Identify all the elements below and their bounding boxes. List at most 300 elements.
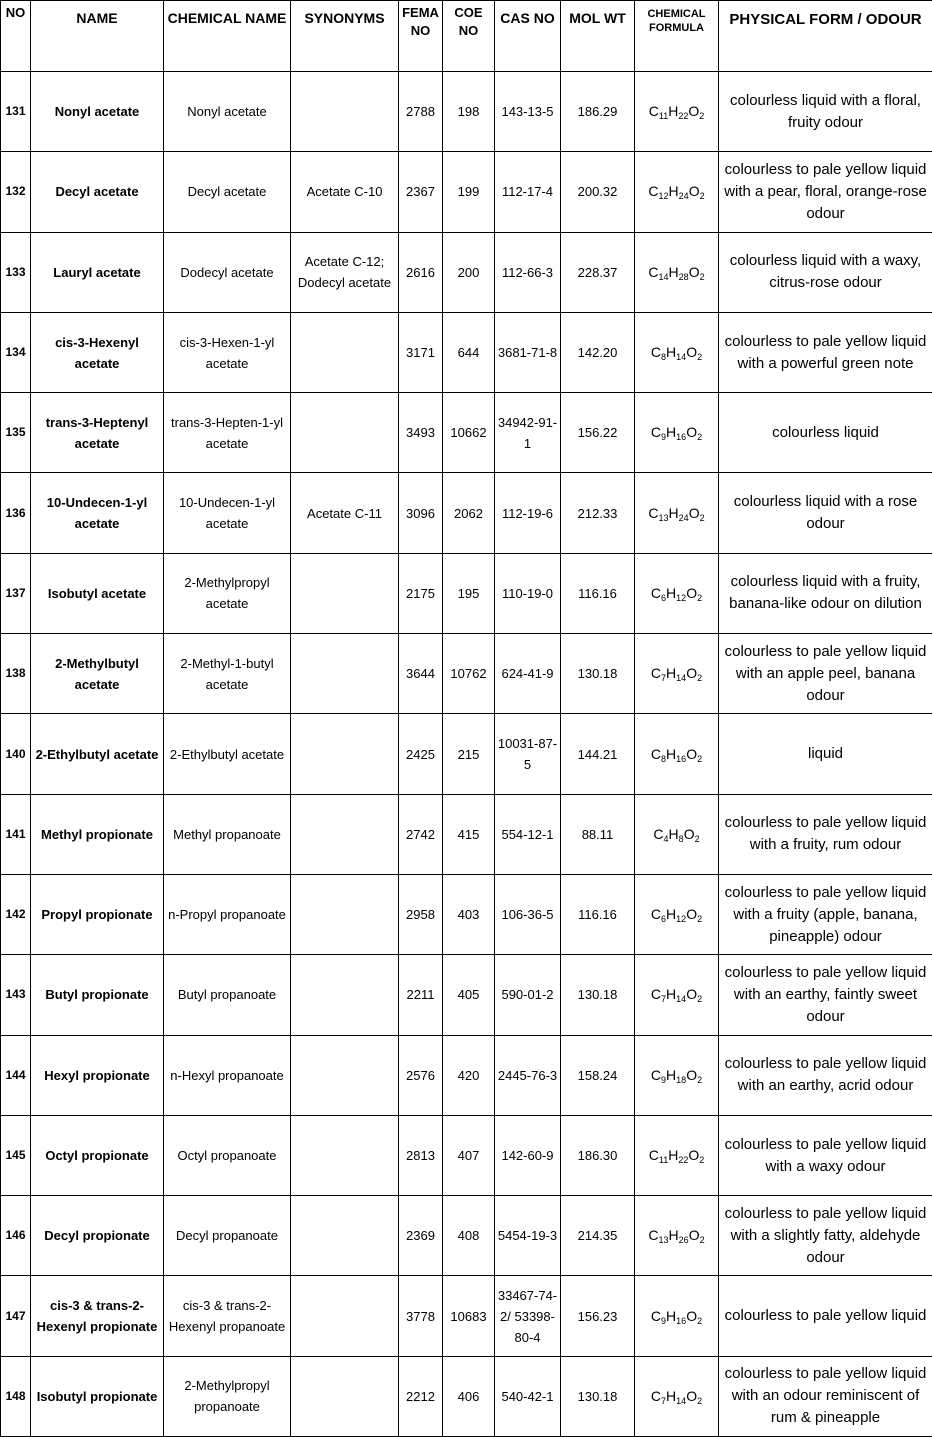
mol-wt-cell: 130.18 [561, 955, 635, 1035]
formula-subscript: 2 [697, 593, 702, 603]
formula-subscript: 11 [659, 1155, 668, 1165]
coe-no-cell: 200 [443, 232, 495, 312]
physical-form-cell: liquid [719, 714, 932, 794]
formula-subscript: 2 [699, 111, 704, 121]
row-number-cell: 136 [1, 473, 31, 553]
formula-element: H [666, 344, 676, 360]
header-synonyms: SYNONYMS [291, 1, 399, 72]
synonyms-cell [291, 1276, 399, 1356]
formula-element: O [689, 1227, 700, 1243]
formula-element: H [666, 665, 676, 681]
header-row [1, 1, 932, 72]
chemical-formula-cell [635, 1035, 719, 1115]
formula-subscript: 14 [676, 994, 686, 1004]
formula-subscript: 12 [659, 191, 669, 201]
mol-wt-cell: 200.32 [561, 152, 635, 232]
cas-no-cell: 2445-76-3 [495, 1035, 561, 1115]
mol-wt-cell: 156.22 [561, 393, 635, 473]
name-cell: Nonyl acetate [31, 72, 164, 152]
formula-subscript: 24 [679, 191, 689, 201]
formula-subscript: 2 [697, 352, 702, 362]
row-number-cell: 133 [1, 232, 31, 312]
formula-element: O [686, 665, 697, 681]
table-row [1, 393, 932, 473]
synonyms-cell [291, 634, 399, 714]
mol-wt-cell: 88.11 [561, 794, 635, 874]
formula-element: H [666, 424, 676, 440]
coe-no-cell: 405 [443, 955, 495, 1035]
row-number-cell: 131 [1, 72, 31, 152]
physical-form-cell: colourless to pale yellow liquid with a waxy odour [719, 1115, 932, 1195]
formula-subscript: 9 [661, 1316, 666, 1326]
table-row [1, 714, 932, 794]
chemical-formula-cell [635, 1356, 719, 1436]
formula-subscript: 2 [697, 1075, 702, 1085]
coe-no-cell: 10683 [443, 1276, 495, 1356]
formula-element: C [651, 665, 661, 681]
formula-subscript: 24 [679, 513, 689, 523]
chemical-formula-cell [635, 714, 719, 794]
name-cell: 2-Ethylbutyl acetate [31, 714, 164, 794]
mol-wt-cell: 214.35 [561, 1196, 635, 1276]
formula-subscript: 14 [659, 272, 669, 282]
formula-subscript: 16 [676, 432, 686, 442]
physical-form-cell: colourless liquid [719, 393, 932, 473]
synonyms-cell [291, 955, 399, 1035]
cas-no-cell: 3681-71-8 [495, 312, 561, 392]
name-cell: Isobutyl acetate [31, 553, 164, 633]
table-row [1, 1115, 932, 1195]
fema-no-cell: 2616 [399, 232, 443, 312]
chemical-name-cell: 10-Undecen-1-yl acetate [164, 473, 291, 553]
formula-subscript: 28 [679, 272, 689, 282]
formula-subscript: 2 [700, 191, 705, 201]
synonyms-cell: Acetate C-12; Dodecyl acetate [291, 232, 399, 312]
chemical-name-cell: 2-Methylpropyl acetate [164, 553, 291, 633]
synonyms-cell [291, 393, 399, 473]
cas-no-cell: 112-19-6 [495, 473, 561, 553]
coe-no-cell: 10762 [443, 634, 495, 714]
physical-form-cell: colourless liquid with a fruity, banana-like odour on dilution [719, 553, 932, 633]
cas-no-cell: 112-17-4 [495, 152, 561, 232]
name-cell: 10-Undecen-1-yl acetate [31, 473, 164, 553]
formula-subscript: 12 [676, 914, 686, 924]
coe-no-cell: 198 [443, 72, 495, 152]
table-row [1, 553, 932, 633]
formula-subscript: 26 [679, 1235, 689, 1245]
table-row [1, 1196, 932, 1276]
table-row [1, 1035, 932, 1115]
formula-element: H [669, 183, 679, 199]
mol-wt-cell: 186.29 [561, 72, 635, 152]
formula-subscript: 8 [661, 754, 666, 764]
formula-element: O [686, 746, 697, 762]
cas-no-cell: 540-42-1 [495, 1356, 561, 1436]
table-row [1, 634, 932, 714]
formula-subscript: 13 [659, 1235, 669, 1245]
formula-element: C [648, 505, 658, 521]
cas-no-cell: 142-60-9 [495, 1115, 561, 1195]
formula-element: C [648, 1227, 658, 1243]
chemical-name-cell: cis-3-Hexen-1-yl acetate [164, 312, 291, 392]
mol-wt-cell: 212.33 [561, 473, 635, 553]
physical-form-cell: colourless to pale yellow liquid with an odour reminiscent of rum & pineapple [719, 1356, 932, 1436]
mol-wt-cell: 130.18 [561, 634, 635, 714]
row-number-cell: 140 [1, 714, 31, 794]
table-row [1, 152, 932, 232]
chemical-name-cell: Nonyl acetate [164, 72, 291, 152]
chemical-formula-cell [635, 1196, 719, 1276]
fema-no-cell: 2576 [399, 1035, 443, 1115]
name-cell: Lauryl acetate [31, 232, 164, 312]
formula-element: O [689, 183, 700, 199]
formula-element: H [666, 986, 676, 1002]
row-number-cell: 147 [1, 1276, 31, 1356]
table-row [1, 874, 932, 954]
mol-wt-cell: 158.24 [561, 1035, 635, 1115]
formula-element: C [651, 1388, 661, 1404]
row-number-cell: 138 [1, 634, 31, 714]
formula-element: C [649, 1147, 659, 1163]
row-number-cell: 134 [1, 312, 31, 392]
chemical-name-cell: cis-3 & trans-2-Hexenyl propanoate [164, 1276, 291, 1356]
formula-subscript: 2 [700, 1235, 705, 1245]
mol-wt-cell: 130.18 [561, 1356, 635, 1436]
mol-wt-cell: 186.30 [561, 1115, 635, 1195]
chemical-name-cell: 2-Methylpropyl propanoate [164, 1356, 291, 1436]
chemical-formula-cell [635, 312, 719, 392]
header-name: NAME [31, 1, 164, 72]
synonyms-cell: Acetate C-10 [291, 152, 399, 232]
cas-no-cell: 33467-74-2/ 53398-80-4 [495, 1276, 561, 1356]
formula-subscript: 9 [661, 432, 666, 442]
formula-element: O [686, 986, 697, 1002]
row-number-cell: 142 [1, 874, 31, 954]
row-number-cell: 148 [1, 1356, 31, 1436]
synonyms-cell [291, 72, 399, 152]
chemical-formula-cell [635, 553, 719, 633]
formula-element: H [668, 1147, 678, 1163]
fema-no-cell: 3493 [399, 393, 443, 473]
physical-form-cell: colourless to pale yellow liquid with an earthy, faintly sweet odour [719, 955, 932, 1035]
coe-no-cell: 415 [443, 794, 495, 874]
chemical-name-cell: trans-3-Hepten-1-yl acetate [164, 393, 291, 473]
formula-element: C [648, 183, 658, 199]
mol-wt-cell: 116.16 [561, 874, 635, 954]
fema-no-cell: 2212 [399, 1356, 443, 1436]
formula-element: O [689, 264, 700, 280]
row-number-cell: 135 [1, 393, 31, 473]
header-no: NO [1, 1, 31, 72]
coe-no-cell: 403 [443, 874, 495, 954]
mol-wt-cell: 156.23 [561, 1276, 635, 1356]
formula-subscript: 16 [676, 754, 686, 764]
chemical-name-cell: Octyl propanoate [164, 1115, 291, 1195]
synonyms-cell [291, 1356, 399, 1436]
fema-no-cell: 2788 [399, 72, 443, 152]
formula-subscript: 2 [700, 272, 705, 282]
synonyms-cell [291, 1035, 399, 1115]
chemical-formula-cell [635, 634, 719, 714]
formula-element: C [653, 826, 663, 842]
formula-element: C [648, 264, 658, 280]
header-cas-no: CAS NO [495, 1, 561, 72]
formula-element: C [651, 1067, 661, 1083]
physical-form-cell: colourless to pale yellow liquid with a fruity (apple, banana, pineapple) odour [719, 874, 932, 954]
fema-no-cell: 2958 [399, 874, 443, 954]
chemical-name-cell: Methyl propanoate [164, 794, 291, 874]
chemical-formula-cell [635, 393, 719, 473]
chemical-name-cell: n-Hexyl propanoate [164, 1035, 291, 1115]
physical-form-cell: colourless to pale yellow liquid with an apple peel, banana odour [719, 634, 932, 714]
chemical-formula-cell [635, 955, 719, 1035]
formula-element: C [651, 585, 661, 601]
chemical-formula-cell [635, 473, 719, 553]
name-cell: cis-3 & trans-2-Hexenyl propionate [31, 1276, 164, 1356]
coe-no-cell: 10662 [443, 393, 495, 473]
physical-form-cell: colourless to pale yellow liquid with an earthy, acrid odour [719, 1035, 932, 1115]
chemical-formula-cell [635, 1276, 719, 1356]
synonyms-cell [291, 1115, 399, 1195]
fema-no-cell: 3096 [399, 473, 443, 553]
table-row [1, 312, 932, 392]
chemical-formula-cell [635, 1115, 719, 1195]
formula-element: O [686, 1308, 697, 1324]
chemical-name-cell: Butyl propanoate [164, 955, 291, 1035]
formula-element: C [651, 986, 661, 1002]
physical-form-cell: colourless to pale yellow liquid with a powerful green note [719, 312, 932, 392]
formula-subscript: 4 [664, 834, 669, 844]
formula-element: H [669, 505, 679, 521]
formula-element: H [666, 1388, 676, 1404]
formula-element: O [686, 1388, 697, 1404]
formula-element: O [684, 826, 695, 842]
formula-element: C [651, 344, 661, 360]
formula-element: H [666, 746, 676, 762]
mol-wt-cell: 228.37 [561, 232, 635, 312]
physical-form-cell: colourless to pale yellow liquid with a fruity, rum odour [719, 794, 932, 874]
formula-subscript: 2 [697, 432, 702, 442]
fema-no-cell: 2742 [399, 794, 443, 874]
header-coe-no: COE NO [443, 1, 495, 72]
synonyms-cell [291, 1196, 399, 1276]
formula-subscript: 2 [697, 1396, 702, 1406]
chemical-name-cell: Decyl acetate [164, 152, 291, 232]
table-row [1, 1356, 932, 1436]
formula-subscript: 2 [700, 513, 705, 523]
formula-element: C [651, 1308, 661, 1324]
formula-subscript: 16 [676, 1316, 686, 1326]
physical-form-cell: colourless liquid with a floral, fruity odour [719, 72, 932, 152]
name-cell: Hexyl propionate [31, 1035, 164, 1115]
chemical-formula-cell [635, 794, 719, 874]
formula-subscript: 22 [678, 1155, 688, 1165]
synonyms-cell [291, 553, 399, 633]
header-chemical-formula: CHEMICAL FORMULA [635, 1, 719, 72]
header-physical-form: PHYSICAL FORM / ODOUR [719, 1, 932, 72]
formula-subscript: 14 [676, 1396, 686, 1406]
chemical-formula-cell [635, 152, 719, 232]
formula-element: H [666, 585, 676, 601]
synonyms-cell [291, 794, 399, 874]
formula-subscript: 2 [697, 673, 702, 683]
formula-subscript: 7 [661, 1396, 666, 1406]
mol-wt-cell: 116.16 [561, 553, 635, 633]
formula-element: O [688, 1147, 699, 1163]
synonyms-cell [291, 312, 399, 392]
cas-no-cell: 34942-91-1 [495, 393, 561, 473]
formula-subscript: 11 [659, 111, 668, 121]
physical-form-cell: colourless to pale yellow liquid with a pear, floral, orange-rose odour [719, 152, 932, 232]
coe-no-cell: 2062 [443, 473, 495, 553]
formula-subscript: 22 [678, 111, 688, 121]
chemical-formula-cell [635, 232, 719, 312]
chemical-name-cell: 2-Methyl-1-butyl acetate [164, 634, 291, 714]
fema-no-cell: 2425 [399, 714, 443, 794]
formula-element: O [686, 1067, 697, 1083]
table-row [1, 473, 932, 553]
coe-no-cell: 407 [443, 1115, 495, 1195]
formula-subscript: 2 [697, 914, 702, 924]
coe-no-cell: 215 [443, 714, 495, 794]
formula-subscript: 7 [661, 673, 666, 683]
formula-subscript: 14 [676, 673, 686, 683]
table-body [1, 72, 932, 1437]
cas-no-cell: 106-36-5 [495, 874, 561, 954]
formula-subscript: 2 [699, 1155, 704, 1165]
name-cell: Octyl propionate [31, 1115, 164, 1195]
table-row [1, 794, 932, 874]
physical-form-cell: colourless liquid with a waxy, citrus-rose odour [719, 232, 932, 312]
formula-subscript: 6 [661, 593, 666, 603]
formula-subscript: 8 [679, 834, 684, 844]
formula-element: O [686, 344, 697, 360]
formula-element: H [669, 264, 679, 280]
row-number-cell: 146 [1, 1196, 31, 1276]
coe-no-cell: 408 [443, 1196, 495, 1276]
physical-form-cell: colourless to pale yellow liquid [719, 1276, 932, 1356]
formula-element: H [669, 1227, 679, 1243]
row-number-cell: 137 [1, 553, 31, 633]
cas-no-cell: 5454-19-3 [495, 1196, 561, 1276]
name-cell: cis-3-Hexenyl acetate [31, 312, 164, 392]
fema-no-cell: 2175 [399, 553, 443, 633]
chemical-name-cell: 2-Ethylbutyl acetate [164, 714, 291, 794]
formula-subscript: 8 [661, 352, 666, 362]
formula-element: O [686, 906, 697, 922]
formula-subscript: 9 [661, 1075, 666, 1085]
formula-element: O [689, 505, 700, 521]
fema-no-cell: 3644 [399, 634, 443, 714]
table-row [1, 955, 932, 1035]
cas-no-cell: 624-41-9 [495, 634, 561, 714]
formula-element: O [686, 424, 697, 440]
table-row [1, 1276, 932, 1356]
synonyms-cell [291, 714, 399, 794]
name-cell: Decyl propionate [31, 1196, 164, 1276]
name-cell: Decyl acetate [31, 152, 164, 232]
formula-subscript: 6 [661, 914, 666, 924]
header-chemical-name: CHEMICAL NAME [164, 1, 291, 72]
fema-no-cell: 2211 [399, 955, 443, 1035]
name-cell: Methyl propionate [31, 794, 164, 874]
formula-element: C [649, 103, 659, 119]
name-cell: Propyl propionate [31, 874, 164, 954]
cas-no-cell: 143-13-5 [495, 72, 561, 152]
formula-subscript: 7 [661, 994, 666, 1004]
physical-form-cell: colourless to pale yellow liquid with a slightly fatty, aldehyde odour [719, 1196, 932, 1276]
header-mol-wt: MOL WT [561, 1, 635, 72]
formula-element: C [651, 424, 661, 440]
formula-subscript: 18 [676, 1075, 686, 1085]
synonyms-cell [291, 874, 399, 954]
cas-no-cell: 554-12-1 [495, 794, 561, 874]
physical-form-cell: colourless liquid with a rose odour [719, 473, 932, 553]
formula-element: C [651, 746, 661, 762]
fema-no-cell: 2813 [399, 1115, 443, 1195]
row-number-cell: 145 [1, 1115, 31, 1195]
formula-subscript: 2 [697, 754, 702, 764]
formula-element: H [668, 103, 678, 119]
formula-subscript: 2 [695, 834, 700, 844]
header-fema-no: FEMA NO [399, 1, 443, 72]
table-row [1, 72, 932, 152]
formula-subscript: 12 [676, 593, 686, 603]
fema-no-cell: 2367 [399, 152, 443, 232]
chemical-name-cell: Dodecyl acetate [164, 232, 291, 312]
table-row [1, 232, 932, 312]
formula-subscript: 2 [697, 994, 702, 1004]
formula-element: H [669, 826, 679, 842]
name-cell: 2-Methylbutyl acetate [31, 634, 164, 714]
formula-element: H [666, 1067, 676, 1083]
name-cell: trans-3-Heptenyl acetate [31, 393, 164, 473]
mol-wt-cell: 144.21 [561, 714, 635, 794]
name-cell: Isobutyl propionate [31, 1356, 164, 1436]
chemical-formula-cell [635, 72, 719, 152]
row-number-cell: 141 [1, 794, 31, 874]
fema-no-cell: 3171 [399, 312, 443, 392]
formula-subscript: 14 [676, 352, 686, 362]
row-number-cell: 132 [1, 152, 31, 232]
coe-no-cell: 644 [443, 312, 495, 392]
formula-element: O [688, 103, 699, 119]
row-number-cell: 143 [1, 955, 31, 1035]
cas-no-cell: 110-19-0 [495, 553, 561, 633]
coe-no-cell: 420 [443, 1035, 495, 1115]
formula-element: H [666, 906, 676, 922]
coe-no-cell: 406 [443, 1356, 495, 1436]
fema-no-cell: 2369 [399, 1196, 443, 1276]
cas-no-cell: 112-66-3 [495, 232, 561, 312]
fema-no-cell: 3778 [399, 1276, 443, 1356]
chemical-name-cell: Decyl propanoate [164, 1196, 291, 1276]
chemical-formula-cell [635, 874, 719, 954]
coe-no-cell: 199 [443, 152, 495, 232]
cas-no-cell: 590-01-2 [495, 955, 561, 1035]
formula-element: O [686, 585, 697, 601]
mol-wt-cell: 142.20 [561, 312, 635, 392]
formula-subscript: 13 [659, 513, 669, 523]
formula-element: H [666, 1308, 676, 1324]
chemical-name-cell: n-Propyl propanoate [164, 874, 291, 954]
name-cell: Butyl propionate [31, 955, 164, 1035]
row-number-cell: 144 [1, 1035, 31, 1115]
cas-no-cell: 10031-87-5 [495, 714, 561, 794]
coe-no-cell: 195 [443, 553, 495, 633]
formula-element: C [651, 906, 661, 922]
formula-subscript: 2 [697, 1316, 702, 1326]
